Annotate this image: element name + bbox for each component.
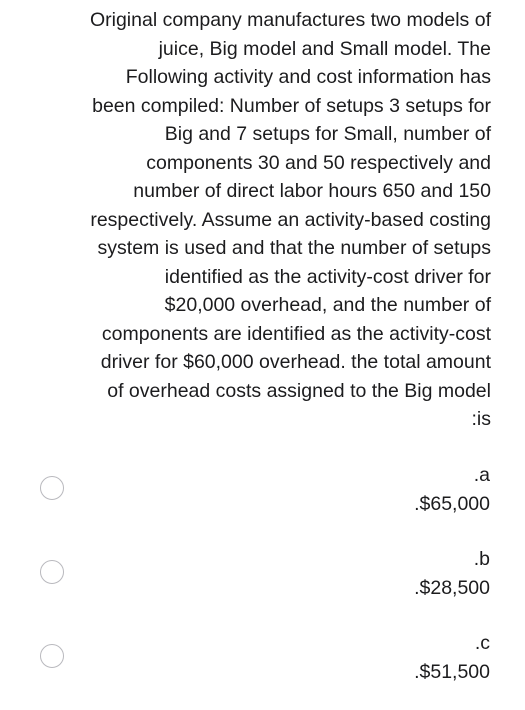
question-line: driver for $60,000 overhead. the total amount <box>100 351 491 373</box>
question-line: :is <box>471 408 491 430</box>
option-a[interactable] <box>0 458 525 542</box>
question-line: components 30 and 50 respectively and <box>146 151 491 174</box>
question-line: been compiled: Number of setups 3 setups for <box>92 94 491 117</box>
radio-button-a[interactable] <box>40 476 64 500</box>
question-line: components are identified as the activity-cost <box>101 322 491 345</box>
question-line: number of direct labor hours 650 and 150 <box>133 180 491 202</box>
question-text <box>36 6 491 434</box>
radio-button-c[interactable] <box>40 644 64 668</box>
option-value: .$65,000 <box>414 493 490 515</box>
option-b[interactable] <box>0 542 525 626</box>
option-value: .$51,500 <box>414 661 490 683</box>
answer-options <box>0 458 525 710</box>
option-letter: .b <box>473 548 490 570</box>
question-line: juice, Big model and Small model. The <box>158 37 491 60</box>
question-line: of overhead costs assigned to the Big model <box>107 379 491 402</box>
option-c[interactable] <box>0 626 525 710</box>
question-line: Following activity and cost information has <box>125 66 491 88</box>
option-letter: .a <box>473 464 490 486</box>
option-letter: .c <box>474 632 490 654</box>
question-line: Original company manufactures two models of <box>89 9 491 31</box>
question-line: system is used and that the number of setups <box>97 237 491 259</box>
option-value: .$28,500 <box>414 577 490 599</box>
question-line: respectively. Assume an activity-based costing <box>90 208 491 231</box>
radio-button-b[interactable] <box>40 560 64 584</box>
question-line: $20,000 overhead, and the number of <box>164 294 491 316</box>
question-line: identified as the activity-cost driver for <box>164 265 491 288</box>
question-line: Big and 7 setups for Small, number of <box>164 123 491 145</box>
